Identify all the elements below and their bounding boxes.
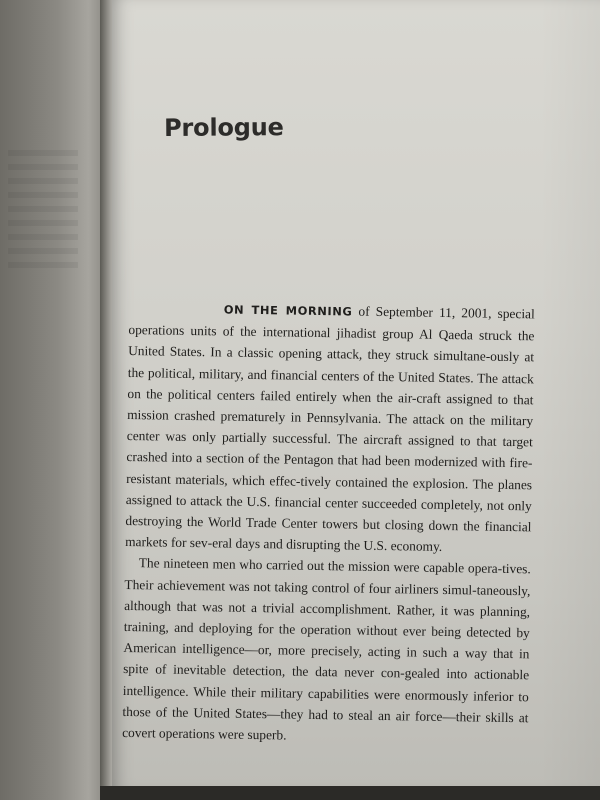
paragraph-1 [125,297,535,559]
body-text [122,297,535,750]
facing-page [0,0,104,800]
page-bottom-edge [100,786,600,800]
facing-page-bleed-through [8,150,78,270]
paragraph-2: The nineteen men who carried out the mission were capable opera-tives. Their achievement was not taking control of four airliners simul-taneously, although that was not a trivial accomplishment. Rather, it was planning, training, and deploying for the operation without ever being detected by American intelligence—or, more precisely, acting in such a way that in spite of inevitable detection, the data never con-gealed into actionable intelligence. While their military capabilities were enormously inferior to those of the United States—they had to steal an air force—their skills at covert operations were superb. [122,555,531,743]
page-shading [540,0,600,790]
chapter-title: Prologue [164,113,284,142]
paragraph-1-text: of September 11, 2001, special operations units of the international jihadist group Al Qaeda struck the United States. In a classic opening attack, they struck simultane-ously at the political, military, and financial centers of the United States. The attack on the political centers failed entirely when the air-craft assigned to that mission crashed prematurely in Pennsylvania. The attack on the military center was only partially successful. The aircraft assigned to that target crashed into a section of the Pentagon that had been modernized with fire-resistant materials, which effec-tively contained the explosion. The planes assigned to attack the U.S. financial center succeeded completely, not only destroying the World Trade Center towers but closing down the financial markets for sev-eral days and disrupting the U.S. economy. [125,303,535,555]
lead-in-small-caps: ON THE MORNING [223,302,353,319]
